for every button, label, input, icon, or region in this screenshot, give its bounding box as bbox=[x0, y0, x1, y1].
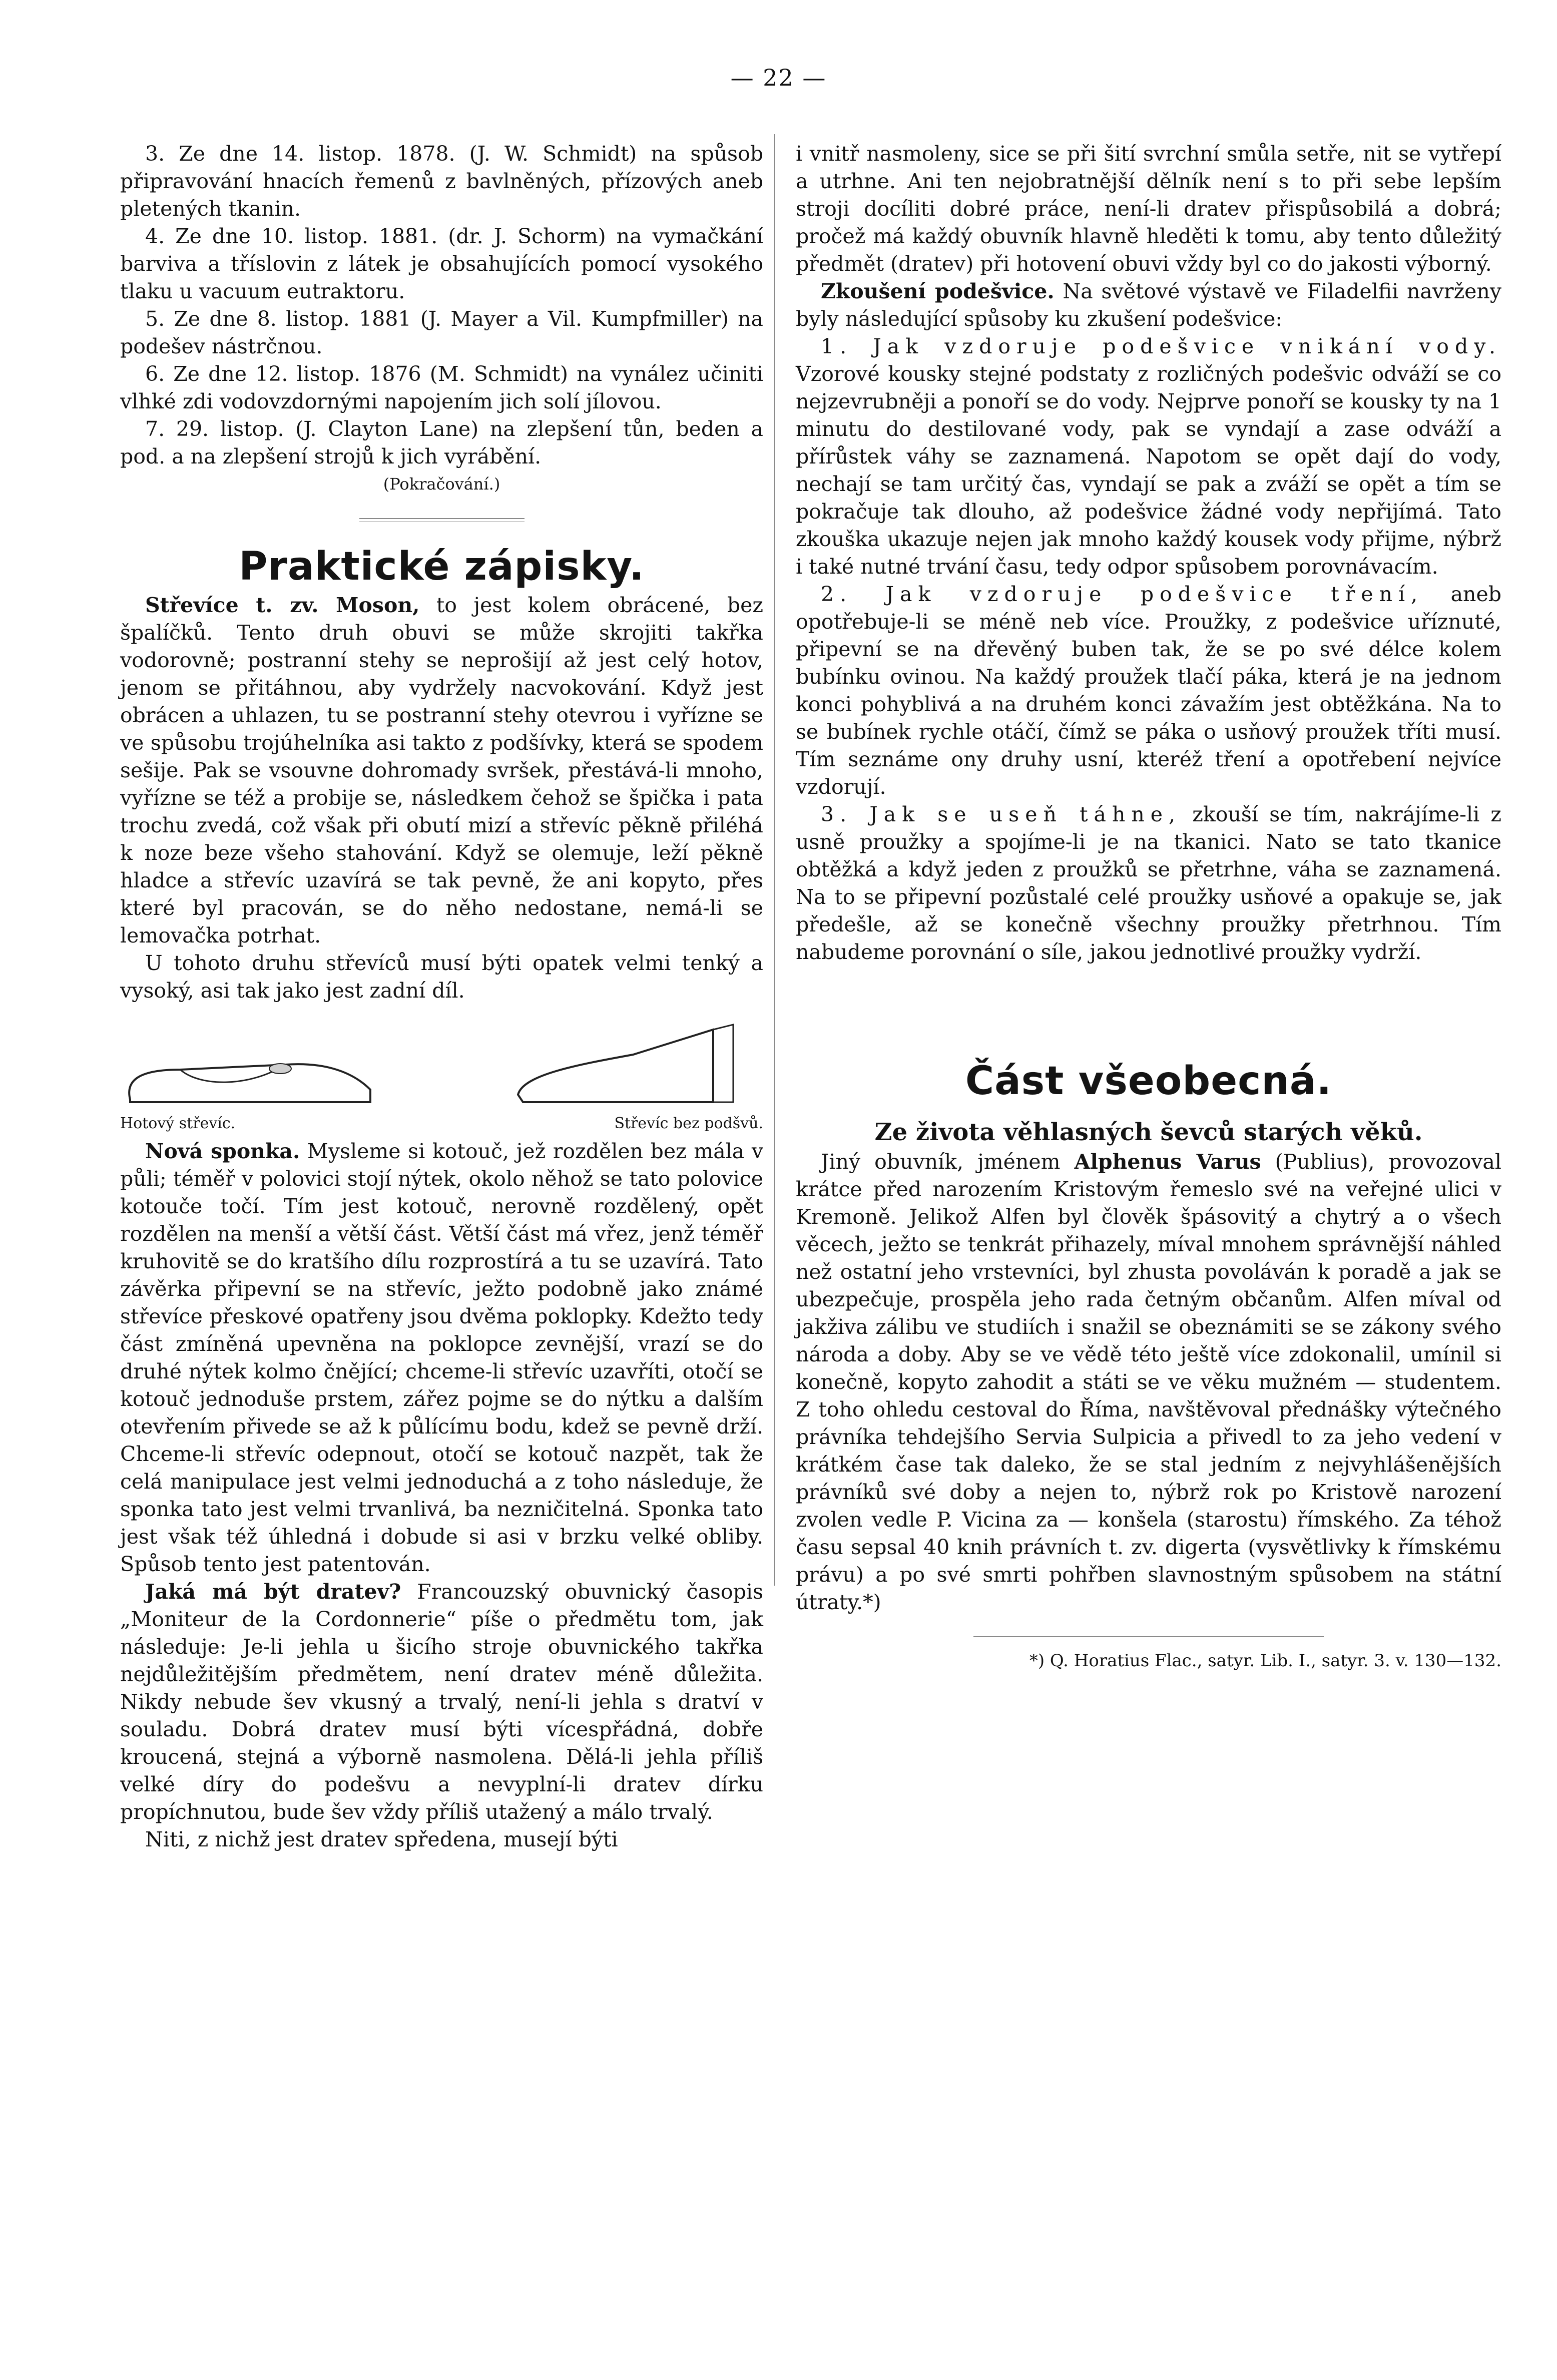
unlined-shoe-caption: Střevíc bez podšvů. bbox=[614, 1115, 763, 1132]
finished-shoe-drawing bbox=[120, 1040, 380, 1115]
footnote: *) Q. Horatius Flac., satyr. Lib. I., satyr. 3. v. 130—132. bbox=[1029, 1651, 1501, 1671]
dratev-text: Francouzský obuvnický časopis „Moniteur de la Cordonnerie“ píše o předmětu tom, jak následuje: Je-li jehla u šicího stroje obuvnického takřka nejdůležitějším předmětem, není dratev méně důležita. Nikdy nebude šev vkusný a trvalý, není-li jehla s dratví v souladu. Dobrá dratev musí býti vícespřádná, dobře kroucená, stejná a výborně nasmolena. Dělá-li jehla příliš velké díry do podešvu a nevyplní-li dratev dírku propíchnutou, bude šev vždy příliš utažený a málo trvalý. bbox=[120, 1580, 763, 1824]
test-1-title: 1. Jak vzdoruje podešvice vnikání vody. bbox=[821, 334, 1501, 358]
story-paragraph bbox=[796, 1148, 1501, 1616]
spacer bbox=[796, 966, 1501, 1056]
story-name: Alphenus Varus bbox=[1074, 1150, 1261, 1174]
dratev-paragraph bbox=[120, 1578, 763, 1826]
test-2-text: aneb opotřebuje-li se méně neb více. Proužky, z podešvice uříznuté, připevní se na dřevěný buben tak, že se po své délce kolem bubínku ovinou. Na každý proužek tlačí páka, která je na jednom konci pohyblivá a na druhém konci závažím jest obtěžkána. Na to se bubínek rychle otáčí, čímž se páka o usňový proužek tříti musí. Tím seznáme ony druhy usní, kteréž tření a opotřebení nejvíce vzdorují. bbox=[796, 582, 1501, 799]
dratev-paragraph-2: Niti, z nichž jest dratev spředena, musejí býti bbox=[145, 1827, 618, 1851]
continued-text: i vnitř nasmoleny, sice se při šití svrchní smůla setře, nit se vytřepí a utrhne. Ani ten nejobratnější dělník není s to při sebe lepším stroji docíliti dobré práce, není-li dratev přispůsobilá a dobrá; pročež má každý obuvník hlavně hleděti k tomu, aby tento důležitý předmět (dratev) při hotovení obuvi vždy byl co do jakosti výborný. bbox=[796, 142, 1501, 276]
story-text: (Publius), provozoval krátce před narozením Kristovým řemeslo své na veřejné ulici v Kremoně. Jelikož Alfen byl člověk špásovitý a chytrý a o všech věcech, ježto se tenkrát přihazely, míval mnohem správnější náhled než ostatní jeho vrstevníci, byl zhusta povoláván k poradě a jak se ubezpečuje, prospěla jeho rada četným občanům. Alfen míval od jakživa zálibu ve studiích i snažil se obeznámiti se se zákony svého národa a doby. Aby se ve vědě této ještě více zdokonalil, umínil si konečně, kopyto zahodit a státi se ve věku mužném — studentem. Z toho ohledu cestoval do Říma, navštěvoval přednášky výtečného právníka tehdejšího Servia Sulpicia a přivedl to za jeho vedení v krátkém čase tak daleko, že se stal jedním z nejvyhlášenějších právníků své doby a nejen to, nýbrž rok po Kristově narození zvolen vedle P. Vicina za — konšela (starostu) římského. Za téhož času sepsal 40 knih právních t. zv. digerta (vysvětlivky k římskému právu) a po své smrti pohřben slavnostným spůsobem na státní útraty.*) bbox=[796, 1150, 1501, 1614]
unlined-shoe-figure bbox=[483, 1020, 763, 1133]
list-item: 5. Ze dne 8. listop. 1881 (J. Mayer a Vil. Kumpfmiller) na podešev nástrčnou. bbox=[120, 307, 763, 358]
sponka-text: Mysleme si kotouč, jež rozdělen bez mála v půli; téměř v polovici stojí nýtek, okolo něhož se tato polovice kotouče točí. Tím jest kotouč, nerovně rozdělený, opět rozdělen na menší a větší část. Větší část má vřez, jenž téměř kruhovitě se do kratšího dílu rozprostírá a tu se uzavírá. Tato závěrka připevní se na střevíc, ježto podobně jako známé střevíce přeskové opatřeny jsou dvěma poklopky. Kdežto tedy část zmíněná upevněna na poklopce zevnější, vrazí se do druhé nýtek kolmo čnějící; chceme-li střevíc uzavříti, otočí se kotouč jednoduše prstem, zářez pojme se do nýtku a dalším otevřením přivede se až k půlícímu bodu, kdež se pevně drží. Chceme-li střevíc odepnout, otočí se kotouč nazpět, tak že celá manipulace jest velmi jednoduchá a z toho následuje, že sponka tato jest velmi trvanlivá, ba nezničitelná. Sponka tato jest však též úhledná i dobude si asi v brzku velké obliby. Spůsob tento jest patentován. bbox=[120, 1139, 763, 1576]
test-3-paragraph bbox=[796, 801, 1501, 966]
strevice-lead: Střevíce t. zv. bbox=[145, 593, 336, 617]
right-column bbox=[796, 140, 1501, 1675]
test-3-text: zkouší se tím, nakrájíme-li z usně proužky a spojíme-li je na tkanici. Nato se tato tkanice obtěžká a když jeden z proužků se přetrhne, váha se zaznamená. Na to se připevní pozůstalé celé proužky usňové a opakuje se, jak předešle, až se konečně všechny proužky přetrhnou. Tím nabudeme porovnání o síle, jakou jednotlivé proužky vydrží. bbox=[796, 802, 1501, 964]
shoe-figures bbox=[120, 1020, 763, 1133]
unlined-shoe-drawing bbox=[503, 1020, 763, 1115]
footnote-rule bbox=[973, 1636, 1324, 1637]
page-number: — 22 — bbox=[730, 64, 827, 91]
section-title-general: Část všeobecná. bbox=[965, 1059, 1332, 1104]
zkouseni-lead: Zkoušení podešvice. bbox=[821, 279, 1055, 303]
list-item: 6. Ze dne 12. listop. 1876 (M. Schmidt) na vynález učiniti vlhké zdi vodovzdornými napojením jich solí jílovou. bbox=[120, 362, 763, 413]
section-subtitle: Ze života věhlasných ševců starých věků. bbox=[874, 1118, 1423, 1146]
strevice-paragraph bbox=[120, 592, 763, 949]
test-3-title: 3. Jak se useň táhne, bbox=[821, 802, 1182, 826]
dratev-lead: Jaká má být dratev? bbox=[145, 1580, 401, 1604]
test-2-paragraph bbox=[796, 581, 1501, 801]
strevice-text: to jest kolem obrácené, bez špalíčků. Tento druh obuvi se může skrojiti takřka vodorovně; postranní stehy se neprošijí až jest celý hotov, jenom se přitáhnou, aby vydržely nacvokování. Když jest obrácen a uhlazen, tu se postranní stehy otevrou i vyřízne se ve spůsobu trojúhelníka asi takto z podšívky, která se spodem sešije. Pak se vsouvne dohromady svršek, přestává-li mnoho, vyřízne se též a probije se, následkem čehož se špička i pata trochu zvedá, což však při obutí mizí a střevíc pěkně přiléhá k noze beze všeho stahování. Když se olemuje, leží pěkně hladce a střevíc uzavírá se tak pevně, že ani kopyto, přes které byl pracován, se do něho nedostane, nemá-li se lemovačka potrhat. bbox=[120, 593, 763, 947]
zkouseni-text: Na světové výstavě ve Filadelfii navrženy byly následující spůsoby ku zkušení podešvice: bbox=[796, 279, 1501, 331]
left-column bbox=[120, 140, 763, 1853]
test-1-text: Vzorové kousky stejné podstaty z rozličných podešvic odváží se co nejzevrubněji a ponoří se do vody. Nejprve ponoří se kousky ty na 1 minutu do destilované vody, pak se vyndají a zase odváží a přírůstek váhy se zaznamená. Napotom se opět dají do vody, nechají se tam určitý čas, vyndají se pak a zváží se opět a tím se pokračuje tak dlouho, až podešvice žádné vody nepřijímá. Tato zkouška ukazuje nejen jak mnoho každý kousek vody přijme, nýbrž i také nutné trvání času, tedy odpor spůsobem porovnávacím. bbox=[796, 362, 1501, 579]
sponka-paragraph bbox=[120, 1138, 763, 1578]
list-item: 4. Ze dne 10. listop. 1881. (dr. J. Schorm) na vymačkání barviva a tříslovin z látek je obsahujících pomocí vysokého tlaku u vacuum eutraktoru. bbox=[120, 224, 763, 303]
strevice-paragraph-2: U tohoto druhu střevíců musí býti opatek velmi tenký a vysoký, asi tak jako jest zadní díl. bbox=[120, 951, 763, 1003]
test-1-paragraph bbox=[796, 333, 1501, 581]
strevice-name: Moson, bbox=[336, 593, 420, 617]
sponka-lead: Nová sponka. bbox=[145, 1139, 300, 1163]
continued-note: (Pokračování.) bbox=[383, 474, 500, 494]
finished-shoe-figure bbox=[120, 1040, 400, 1133]
test-2-title: 2. Jak vzdoruje podešvice tření, bbox=[821, 582, 1424, 606]
story-lead: Jiný obuvník, jménem bbox=[821, 1150, 1075, 1174]
zkouseni-paragraph bbox=[796, 278, 1501, 333]
list-item: 3. Ze dne 14. listop. 1878. (J. W. Schmidt) na spůsob připravování hnacích řemenů z bavlněných, přízových aneb pletených tkanin. bbox=[120, 142, 763, 221]
finished-shoe-caption: Hotový střevíc. bbox=[120, 1115, 236, 1132]
section-title: Praktické zápisky. bbox=[239, 544, 645, 589]
column-divider bbox=[774, 134, 775, 1586]
ornament-divider bbox=[359, 518, 525, 522]
list-item: 7. 29. listop. (J. Clayton Lane) na zlepšení tůn, beden a pod. a na zlepšení strojů k jich vyrábění. bbox=[120, 417, 763, 468]
